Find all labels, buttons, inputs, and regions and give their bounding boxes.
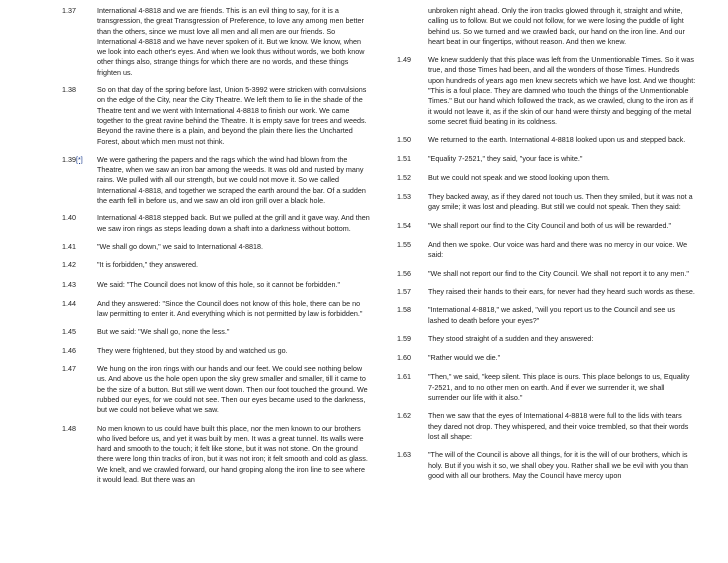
paragraph-text: We knew suddenly that this place was left from the Unmentionable Times. So it was true, and those Times had been, and all the wonders of those Times. Hundreds upon hundreds of years ago men knew secrets which we have lost. And we thought: "This is a foul place. They are damned who touch the things of the Unmentionable Times." But our hand which followed the track, as we crawled, clung to the iron as if it would not leave it, as if the skin of our hand were thirsty and begging of the metal some secret fluid beating in its coldness. [428,55,696,126]
paragraph-text: They stood straight of a sudden and they answered: [428,333,594,343]
paragraph-1-54 [397,221,697,231]
paragraph-text: "International 4-8818," we asked, "will you report us to the Council and see us lashed to death before your eyes?" [428,305,675,325]
paragraph-number: 1.56 [397,268,411,278]
paragraph-number: 1.52 [397,172,411,182]
paragraph-1-56 [397,269,697,279]
paragraph-1-39 [62,155,370,206]
paragraph-number: 1.48 [62,423,76,433]
paragraph-number: 1.55 [397,240,411,250]
paragraph-number: 1.58 [397,305,411,315]
paragraph-1-51 [397,154,697,164]
paragraph-text: "It is forbidden," they answered. [97,260,198,270]
paragraph-number: 1.46 [62,345,76,355]
paragraph-number [62,155,96,165]
paragraph-1-46 [62,346,370,356]
paragraph-1-62 [397,411,697,442]
paragraph-text: International 4-8818 and we are friends. This is an evil thing to say, for it is a transgression, the great Transgression of Preference, to love any among men better than the others, since we must love all men and all men are our friends. So International 4-8818 and we have never spoken of it. But we know. We know, when we look into each other's eyes. And when we look thus without words, we both know other things also, strange things for which there are no words, and these things frighten us. [97,6,365,77]
paragraph-1-58 [397,305,697,326]
left-column [62,6,370,485]
paragraph-1-42 [62,260,370,270]
paragraph-number: 1.45 [62,327,76,337]
paragraph-1-45 [62,327,370,337]
paragraph-text: And they answered: "Since the Council does not know of this hole, there can be no law permitting to enter it. And everything which is not permitted by law is forbidden." [97,298,363,319]
paragraph-text: And then we spoke. Our voice was hard and there was no mercy in our voice. We said: [428,240,688,260]
paragraph-text: No men known to us could have built this place, nor the men known to our brothers who lived before us, and yet it was built by men. It was a great tunnel. Its walls were hard and smooth to the touch; it felt like stone, but it was not stone. On the ground there were long thin tracks of iron, but it was not iron; it felt smooth and cold as glass. We knelt, and we crawled forward, our hand groping along the iron line to see where it would lead. But there was an [97,423,368,484]
paragraph-number: 1.38 [62,85,76,95]
paragraph-1-50 [397,135,697,145]
paragraph-text: International 4-8818 stepped back. But we pulled at the grill and it gave way. And then we saw iron rings as steps leading down a shaft into a darkness without bottom. [97,213,370,233]
paragraph-number: 1.60 [397,353,411,363]
paragraph-number: 1.37 [62,6,76,15]
paragraph-1-41 [62,242,370,252]
paragraph-text: We hung on the iron rings with our hands and our feet. We could see nothing below us. And above us the hole open upon the sky grew smaller and smaller, till it came to be the size of a button. But still we went down. Then our foot touched the ground. We rubbed our eyes, for we could not see. Then our eyes became used to the darkness, but we could not believe what we saw. [97,364,368,415]
paragraph-text: They were frightened, but they stood by and watched us go. [97,345,288,355]
paragraph-text: But we could not speak and we stood looking upon them. [428,172,610,182]
paragraph-text: Then we saw that the eyes of International 4-8818 were full to the lids with tears they dared not drop. They whispered, and their voice trembled, so that their words lost all shape: [428,411,689,441]
paragraph-number: 1.40 [62,213,76,223]
paragraph-number: 1.41 [62,241,76,251]
paragraph-number: 1.62 [397,411,411,421]
paragraph-1-49 [397,55,697,127]
paragraph-1-43 [62,280,370,290]
paragraph-1-61 [397,372,697,403]
paragraph-text: "The will of the Council is above all things, for it is the will of our brothers, which is holy. But if you wish it so, we shall obey you. Rather shall we be evil with you than good with all our brothers. May the Council have mercy upon [428,450,688,480]
paragraph-1-52 [397,173,697,183]
paragraph-text: They raised their hands to their ears, for never had they heard such words as these. [428,286,695,296]
paragraph-1-57 [397,287,697,297]
paragraph-text: They backed away, as if they dared not touch us. Then they smiled, but it was not a gay smile; it was lost and pleading. But still we could not speak. Then they said: [428,192,693,212]
paragraph-1-48 [62,424,370,486]
paragraph-1-55 [397,240,697,261]
paragraph-1-59 [397,334,697,344]
paragraph-text: We said: "The Council does not know of this hole, so it cannot be forbidden." [97,279,341,289]
right-column [397,6,697,481]
paragraph-text: We were gathering the papers and the rags which the wind had blown from the Theatre, when we saw an iron bar among the weeds. It was old and rusted by many rains. We pulled with all our strength, but we could not move it. So we called International 4-8818, and together we scraped the earth around the bar. Of a sudden the earth fell in before us, and we saw an old iron grill over a black hole. [97,154,366,206]
paragraph-text: We returned to the earth. International 4-8818 looked upon us and stepped back. [428,135,686,145]
paragraph-number: 1.43 [62,279,76,289]
paragraph-continuation: unbroken night ahead. Only the iron tracks glowed through it, straight and white, calling us to follow. But we could not follow, for we were losing the puddle of light behind us. So we turned and we crawled back, our hand on the iron line. And our heart beat in our fingertips, without reason. And then we knew. [428,6,685,46]
paragraph-number: 1.57 [397,286,411,296]
paragraph-text: So on that day of the spring before last, Union 5-3992 were stricken with convulsions on the edge of the City, near the City Theatre. We left them to lie in the shade of the Theatre tent and we went with International 4-8818 to finish our work. We came together to the great ravine behind the Theatre. It is empty save for trees and weeds. Beyond the ravine there is a plain, and beyond the plain there lies the Uncharted Forest, about which men must not think. [97,85,367,146]
paragraph-text: "Equality 7-2521," they said, "your face is white." [428,153,583,163]
paragraph-text: "Rather would we die." [428,353,501,363]
paragraph-1-38 [62,85,370,147]
paragraph-number: 1.50 [397,135,411,145]
paragraph-text: "Then," we said, "keep silent. This place is ours. This place belongs to us, Equality 7-2521, and to no other men on earth. And if ever we surrender it, we shall surrender our life with it also." [428,372,690,403]
paragraph-number: 1.42 [62,260,76,270]
paragraph-text: "We shall report our find to the City Council and both of us will be rewarded." [428,220,672,230]
paragraph-number: 1.47 [62,364,76,374]
paragraph-number: 1.53 [397,192,411,202]
paragraph-text: But we said: "We shall go, none the less." [97,327,230,337]
paragraph-1-60 [397,353,697,363]
paragraph-text: "We shall go down," we said to International 4-8818. [97,241,263,251]
paragraph-number: 1.51 [397,153,411,163]
paragraph-number: 1.54 [397,220,411,230]
paragraph-number: 1.61 [397,372,411,382]
paragraph-number-value: 1.39 [62,154,76,164]
paragraph-1-40 [62,213,370,234]
paragraph-1-44 [62,299,370,320]
paragraph-number: 1.49 [397,55,411,65]
paragraph-number: 1.63 [397,450,411,460]
paragraph-text: "We shall not report our find to the City Council. We shall not report it to any men." [428,268,689,278]
footnote-link[interactable]: [*] [76,154,83,164]
paragraph-1-63 [397,450,697,481]
paragraph-1-53 [397,192,697,213]
paragraph-1-37 [62,6,370,78]
paragraph-number: 1.44 [62,298,76,308]
paragraph-1-47 [62,364,370,415]
paragraph-number: 1.59 [397,333,411,343]
